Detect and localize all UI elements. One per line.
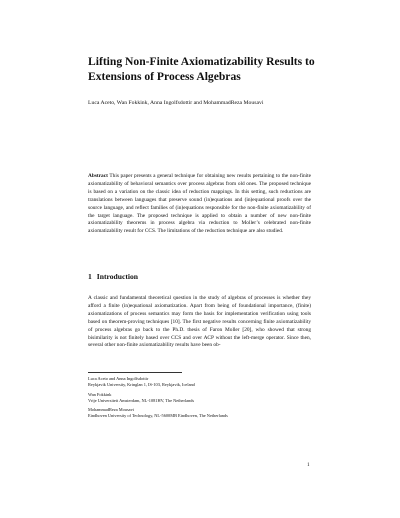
- section-title: Introduction: [96, 272, 139, 281]
- footnote-address: Reykjavik University, Kringlan 1, IS-103, Reykjavik, Iceland: [88, 382, 195, 387]
- section-number: 1: [88, 272, 92, 281]
- abstract-text: This paper presents a general technique for obtaining new results pertaining to the non-finite axiomatizability of behavioral semantics over process algebras from old ones. The proposed technique is based on a variation on the classic idea of reduction mappings. In this setting, such reductions are translations between languages that preserve sound (in)equations and (in)equational proofs over the source language, and reflect families of (in)equations responsible for the non-finite axiomatizability of the target language. The proposed technique is applied to obtain a number of new non-finite axiomatizability theorems in process algebra via reduction to Moller’s celebrated non-finite axiomatizability result for CCS. The limitations of the reduction technique are also studied.: [88, 173, 311, 235]
- introduction-paragraph: A classic and fundamental theoretical question in the study of algebras of processes is whether they afford a finite (in)equational axiomatization. Apart from being of foundational importance, (finite) axiomatizations of process semantics may form the basis for implementation verification using tools based on theorem-proving techniques [10]. The first negative results concerning finite axiomatizability of process algebras go back to the Ph.D. thesis of Faron Moller [20], who showed that strong bisimilarity is not finitely based over CCS and over ACP without the left-merge operator. Since then, several other non-finite axiomatizability results have been ob-: [88, 295, 311, 349]
- page-number: 1: [307, 462, 310, 468]
- footnote-author: MohammadReza Mousavi: [88, 407, 134, 412]
- footnote-address: Eindhoven University of Technology, NL-5600MB Eindhoven, The Netherlands: [88, 413, 228, 418]
- section-heading: [88, 272, 288, 281]
- abstract-label: Abstract: [88, 173, 108, 179]
- footnote-author: Wan Fokkink: [88, 391, 112, 397]
- footnote-affiliation: [88, 376, 328, 388]
- footnotes: [88, 376, 328, 423]
- footnote-affiliation: [88, 392, 328, 404]
- author-list: Luca Aceto, Wan Fokkink, Anna Ingolfsdottir and MohammadReza Mousavi: [88, 100, 264, 106]
- abstract: [88, 173, 311, 236]
- paper-title: Lifting Non-Finite Axiomatizability Results to Extensions of Process Algebras: [88, 55, 315, 83]
- footnote-author: Luca Aceto and Anna Ingolfsdottir: [88, 376, 149, 381]
- footnote-divider: [88, 372, 182, 373]
- footnote-affiliation: [88, 407, 328, 419]
- footnote-address: Vrije Universiteit Amsterdam, NL-1081HV, The Netherlands: [88, 397, 195, 403]
